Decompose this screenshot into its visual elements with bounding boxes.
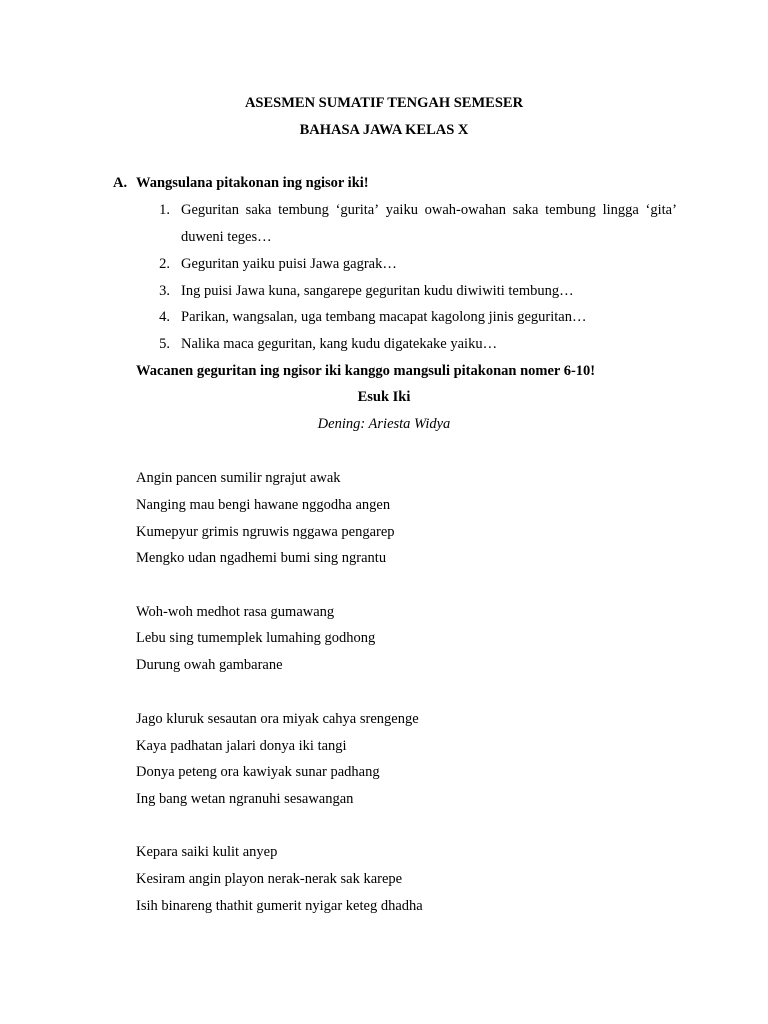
word: Geguritan: [181, 202, 239, 218]
poem-line: Kesiram angin playon nerak-nerak sak karepe: [136, 871, 403, 887]
question-1-line-2: duweni teges…: [181, 229, 272, 245]
section-letter: A.: [113, 175, 128, 191]
word: lingga: [602, 202, 639, 218]
question-1-line-1: [181, 201, 677, 219]
document-title: ASESMEN SUMATIF TENGAH SEMESER: [244, 95, 524, 111]
question-number: 1.: [159, 202, 170, 218]
poem-line: Donya peteng ora kawiyak sunar padhang: [136, 764, 380, 780]
poem-line: Mengko udan ngadhemi bumi sing ngrantu: [136, 550, 387, 566]
reading-instruction: Wacanen geguritan ing ngisor iki kanggo mangsuli pitakonan nomer 6-10!: [136, 363, 596, 379]
word: saka: [245, 202, 272, 218]
word: tembung: [545, 202, 596, 218]
question-text: Nalika maca geguritan, kang kudu digatekake yaiku…: [181, 336, 498, 352]
question-text: Geguritan yaiku puisi Jawa gagrak…: [181, 256, 397, 272]
poem-line: Jago kluruk sesautan ora miyak cahya srengenge: [136, 711, 419, 727]
question-number: 5.: [159, 336, 170, 352]
poem-author: Dening: Ariesta Widya: [317, 416, 451, 432]
question-text: Ing puisi Jawa kuna, sangarepe geguritan kudu diwiwiti tembung…: [181, 283, 574, 299]
word: ‘gita’: [645, 202, 677, 218]
poem-line: Nanging mau bengi hawane nggodha angen: [136, 497, 391, 513]
poem-line: Angin pancen sumilir ngrajut awak: [136, 470, 341, 486]
poem-line: Kumepyur grimis ngruwis nggawa pengarep: [136, 524, 395, 540]
question-text: Parikan, wangsalan, uga tembang macapat kagolong jinis geguritan…: [181, 309, 587, 325]
poem-line: Isih binareng thathit gumerit nyigar keteg dhadha: [136, 898, 423, 914]
poem-line: Woh-woh medhot rasa gumawang: [136, 604, 335, 620]
poem-line: Durung owah gambarane: [136, 657, 283, 673]
word: ‘gurita’: [335, 202, 380, 218]
poem-line: Lebu sing tumemplek lumahing godhong: [136, 630, 376, 646]
question-number: 2.: [159, 256, 170, 272]
document-subtitle: BAHASA JAWA KELAS X: [299, 122, 469, 138]
word: yaiku: [385, 202, 418, 218]
word: saka: [512, 202, 539, 218]
section-instruction: Wangsulana pitakonan ing ngisor iki!: [136, 175, 369, 191]
question-number: 4.: [159, 309, 170, 325]
word: owah-owahan: [424, 202, 506, 218]
poem-line: Kaya padhatan jalari donya iki tangi: [136, 738, 347, 754]
word: tembung: [278, 202, 329, 218]
poem-line: Ing bang wetan ngranuhi sesawangan: [136, 791, 354, 807]
question-number: 3.: [159, 283, 170, 299]
poem-line: Kepara saiki kulit anyep: [136, 844, 278, 860]
poem-title: Esuk Iki: [357, 389, 411, 405]
